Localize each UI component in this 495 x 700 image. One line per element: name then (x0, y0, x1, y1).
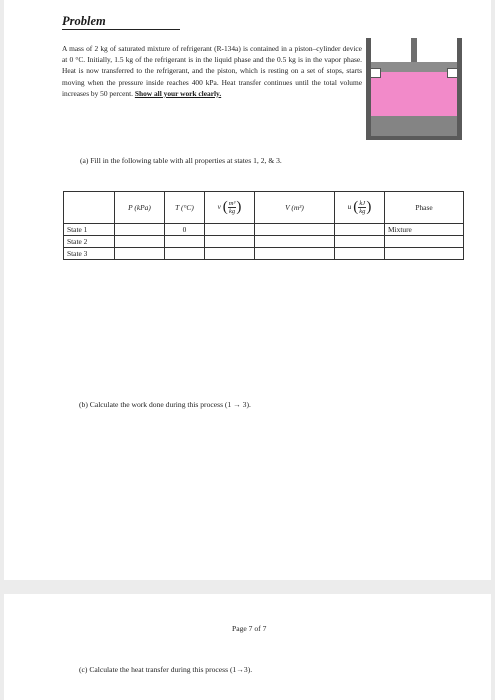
problem-line: piston–cylinder device at 0 °C. Initially, 1.5 kg of the refrigerant is in the liquid (62, 44, 362, 65)
liquid-region (371, 116, 457, 136)
state-header (64, 192, 115, 224)
internal-energy-symbol: u (347, 202, 352, 212)
volume-cell[interactable] (255, 248, 335, 260)
part-b-prompt: (b) Calculate the work done during this process (1 → 3). (79, 400, 251, 409)
specific-volume-cell[interactable] (205, 236, 255, 248)
specific-volume-cell[interactable] (205, 224, 255, 236)
state-label: State 3 (64, 248, 115, 260)
cylinder-right-wall (457, 38, 462, 140)
volume-cell[interactable] (255, 224, 335, 236)
cylinder-left-wall (366, 38, 371, 140)
state-label: State 1 (64, 224, 115, 236)
show-work-note: Show all your work clearly. (134, 88, 222, 98)
piston-rod (411, 38, 417, 62)
problem-line: phase and the 0.5 kg is in the vapor phase. Heat is now transferred to the (62, 55, 362, 76)
problem-line: total volume increases by 50 percent. (62, 77, 362, 98)
pressure-cell[interactable] (115, 224, 165, 236)
piston (371, 62, 457, 72)
table-header-row (64, 192, 464, 224)
page-sheet (4, 0, 491, 580)
specific-volume-unit-num: m³ (228, 200, 236, 207)
phase-cell[interactable] (385, 236, 464, 248)
internal-energy-unit-num: kJ (359, 200, 366, 207)
problem-heading: Problem (62, 14, 180, 30)
problem-statement (62, 43, 362, 99)
volume-header: V (m³) (255, 192, 335, 224)
temperature-header: T (°C) (165, 192, 205, 224)
part-a-prompt: (a) Fill in the following table with all properties at states 1, 2, & 3. (80, 156, 282, 165)
internal-energy-cell[interactable] (335, 224, 385, 236)
problem-line: A mass of 2 kg of saturated mixture of refrigerant (R-134a) is contained in a (62, 44, 293, 53)
cylinder-floor (366, 136, 462, 140)
specific-volume-cell[interactable] (205, 248, 255, 260)
table-row (64, 236, 464, 248)
left-stop (370, 68, 381, 78)
temperature-cell[interactable] (165, 236, 205, 248)
internal-energy-cell[interactable] (335, 236, 385, 248)
temperature-cell[interactable] (165, 248, 205, 260)
state-label: State 2 (64, 236, 115, 248)
internal-energy-unit-den: kg (359, 208, 366, 215)
phase-header: Phase (385, 192, 464, 224)
problem-line: refrigerant, and the piston, which is resting on a set of stops, starts moving (62, 66, 363, 87)
volume-cell[interactable] (255, 236, 335, 248)
internal-energy-cell[interactable] (335, 248, 385, 260)
pressure-header: P (kPa) (115, 192, 165, 224)
vapor-region (371, 72, 457, 116)
pressure-cell[interactable] (115, 248, 165, 260)
piston-cylinder-figure (366, 38, 462, 140)
table-row (64, 224, 464, 236)
page-sheet (4, 594, 491, 700)
specific-volume-header: v ( $\frac{\text{m³}}{kg}$ ) (205, 192, 255, 224)
internal-energy-header: u ( $\frac{kJ}{kg}$ ) (335, 192, 385, 224)
properties-table (63, 191, 464, 260)
phase-cell[interactable]: Mixture (385, 224, 464, 236)
page-number: Page 7 of 7 (232, 624, 267, 633)
specific-volume-unit-den: kg (228, 208, 236, 215)
part-c-prompt: (c) Calculate the heat transfer during this process (1→3). (79, 665, 253, 674)
pressure-cell[interactable] (115, 236, 165, 248)
specific-volume-symbol: v (217, 202, 221, 212)
temperature-cell[interactable]: 0 (165, 224, 205, 236)
table-row (64, 248, 464, 260)
problem-line: when the pressure inside reaches 400 kPa. Heat transfer continues until the (87, 77, 321, 87)
phase-cell[interactable] (385, 248, 464, 260)
